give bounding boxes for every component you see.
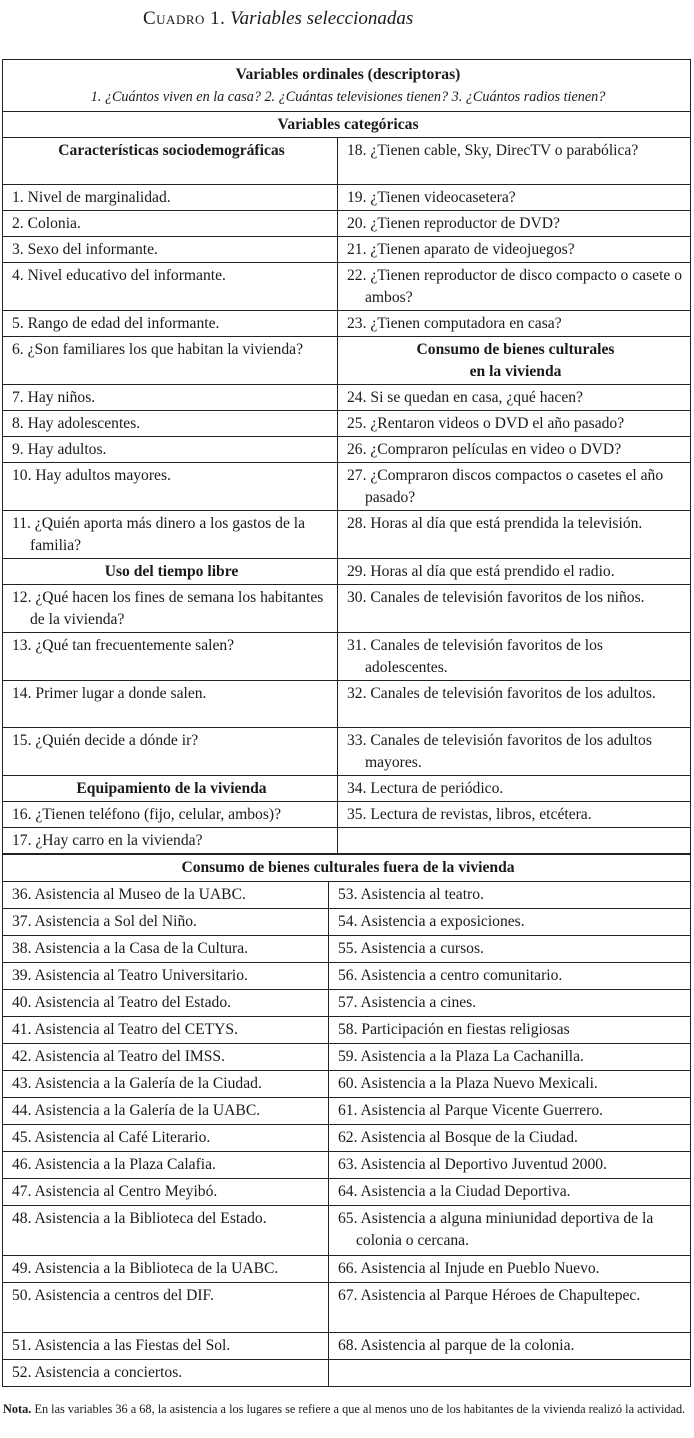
outside-variable-left: 48. Asistencia a la Biblioteca del Estado. bbox=[3, 1206, 329, 1256]
variable-20: 20. ¿Tienen reproductor de DVD? bbox=[338, 211, 691, 237]
variable-28: 28. Horas al día que está prendida la televisión. bbox=[338, 511, 691, 559]
outside-variable-left: 45. Asistencia al Café Literario. bbox=[3, 1125, 329, 1152]
ordinal-section bbox=[3, 60, 691, 112]
variable-7: 7. Hay niños. bbox=[3, 385, 338, 411]
variable-1: 1. Nivel de marginalidad. bbox=[3, 185, 338, 211]
variable-15: 15. ¿Quién decide a dónde ir? bbox=[3, 728, 338, 776]
outside-variable-right: 58. Participación en fiestas religiosas bbox=[329, 1017, 691, 1044]
variable-29: 29. Horas al día que está prendido el radio. bbox=[338, 559, 691, 585]
variable-8: 8. Hay adolescentes. bbox=[3, 411, 338, 437]
outside-variable-left: 39. Asistencia al Teatro Universitario. bbox=[3, 963, 329, 990]
caption-label: Cuadro 1. bbox=[143, 8, 226, 29]
outside-variable-left: 47. Asistencia al Centro Meyibó. bbox=[3, 1179, 329, 1206]
outside-variable-left: 42. Asistencia al Teatro del IMSS. bbox=[3, 1044, 329, 1071]
table-row bbox=[3, 1283, 691, 1333]
variable-13: 13. ¿Qué tan frecuentemente salen? bbox=[3, 633, 338, 681]
free-time-header: Uso del tiempo libre bbox=[3, 559, 338, 585]
variable-18: 18. ¿Tienen cable, Sky, DirecTV o parabólica? bbox=[338, 138, 691, 185]
outside-variable-left: 43. Asistencia a la Galería de la Ciudad. bbox=[3, 1071, 329, 1098]
table-caption bbox=[143, 8, 413, 30]
variables-table bbox=[2, 59, 690, 1387]
variable-11: 11. ¿Quién aporta más dinero a los gastos de la familia? bbox=[3, 511, 338, 559]
table-row bbox=[3, 936, 691, 963]
variable-25: 25. ¿Rentaron videos o DVD el año pasado? bbox=[338, 411, 691, 437]
variable-22: 22. ¿Tienen reproductor de disco compacto o casete o ambos? bbox=[338, 263, 691, 311]
outside-variable-right: 66. Asistencia al Injude en Pueblo Nuevo. bbox=[329, 1256, 691, 1283]
categorical-header: Variables categóricas bbox=[3, 112, 691, 138]
table-row bbox=[3, 1017, 691, 1044]
variable-24: 24. Si se quedan en casa, ¿qué hacen? bbox=[338, 385, 691, 411]
outside-variable-left: 46. Asistencia a la Plaza Calafia. bbox=[3, 1152, 329, 1179]
outside-variable-left: 37. Asistencia a Sol del Niño. bbox=[3, 909, 329, 936]
outside-variable-right: 64. Asistencia a la Ciudad Deportiva. bbox=[329, 1179, 691, 1206]
table-row bbox=[3, 1152, 691, 1179]
outside-variable-left: 49. Asistencia a la Biblioteca de la UABC. bbox=[3, 1256, 329, 1283]
table-note bbox=[3, 1402, 689, 1417]
variable-26: 26. ¿Compraron películas en video o DVD? bbox=[338, 437, 691, 463]
outside-variable-right: 54. Asistencia a exposiciones. bbox=[329, 909, 691, 936]
variable-10: 10. Hay adultos mayores. bbox=[3, 463, 338, 511]
outside-variable-left: 44. Asistencia a la Galería de la UABC. bbox=[3, 1098, 329, 1125]
outside-variable-right: 63. Asistencia al Deportivo Juventud 2000. bbox=[329, 1152, 691, 1179]
table-row bbox=[3, 1360, 691, 1387]
variable-31: 31. Canales de televisión favoritos de los adolescentes. bbox=[338, 633, 691, 681]
variable-21: 21. ¿Tienen aparato de videojuegos? bbox=[338, 237, 691, 263]
variable-23: 23. ¿Tienen computadora en casa? bbox=[338, 311, 691, 337]
outside-variable-left: 38. Asistencia a la Casa de la Cultura. bbox=[3, 936, 329, 963]
outside-variable-right: 60. Asistencia a la Plaza Nuevo Mexicali. bbox=[329, 1071, 691, 1098]
variable-5: 5. Rango de edad del informante. bbox=[3, 311, 338, 337]
consumption-home-header bbox=[338, 337, 691, 385]
variable-6: 6. ¿Son familiares los que habitan la vivienda? bbox=[3, 337, 338, 385]
table-row bbox=[3, 963, 691, 990]
outside-variable-left: 36. Asistencia al Museo de la UABC. bbox=[3, 882, 329, 909]
caption-title: Variables seleccionadas bbox=[230, 8, 414, 29]
outside-variable-right: 67. Asistencia al Parque Héroes de Chapultepec. bbox=[329, 1283, 691, 1333]
variable-14: 14. Primer lugar a donde salen. bbox=[3, 681, 338, 728]
variable-3: 3. Sexo del informante. bbox=[3, 237, 338, 263]
outside-variable-right: 59. Asistencia a la Plaza La Cachanilla. bbox=[329, 1044, 691, 1071]
table-row bbox=[3, 1206, 691, 1256]
variable-34: 34. Lectura de periódico. bbox=[338, 776, 691, 802]
outside-consumption-table bbox=[2, 854, 691, 1387]
outside-variable-right: 65. Asistencia a alguna miniunidad deportiva de la colonia o cercana. bbox=[329, 1206, 691, 1256]
empty-cell bbox=[338, 828, 691, 854]
variable-4: 4. Nivel educativo del informante. bbox=[3, 263, 338, 311]
table-row bbox=[3, 990, 691, 1017]
variable-33: 33. Canales de televisión favoritos de los adultos mayores. bbox=[338, 728, 691, 776]
variable-2: 2. Colonia. bbox=[3, 211, 338, 237]
table-row bbox=[3, 1256, 691, 1283]
outside-variable-right: 53. Asistencia al teatro. bbox=[329, 882, 691, 909]
table-row bbox=[3, 1125, 691, 1152]
consumption-home-header-line1: Consumo de bienes culturales bbox=[416, 341, 615, 358]
outside-consumption-rows bbox=[3, 882, 691, 1387]
outside-consumption-header: Consumo de bienes culturales fuera de la vivienda bbox=[3, 855, 691, 882]
variable-16: 16. ¿Tienen teléfono (fijo, celular, ambos)? bbox=[3, 802, 338, 828]
outside-variable-left: 41. Asistencia al Teatro del CETYS. bbox=[3, 1017, 329, 1044]
outside-variable-right bbox=[329, 1360, 691, 1387]
outside-variable-right: 57. Asistencia a cines. bbox=[329, 990, 691, 1017]
table-row bbox=[3, 1071, 691, 1098]
sociodemographic-header: Características sociodemográficas bbox=[3, 138, 338, 185]
table-row bbox=[3, 909, 691, 936]
outside-variable-right: 62. Asistencia al Bosque de la Ciudad. bbox=[329, 1125, 691, 1152]
table-row bbox=[3, 1044, 691, 1071]
equipment-header: Equipamiento de la vivienda bbox=[3, 776, 338, 802]
outside-variable-right: 68. Asistencia al parque de la colonia. bbox=[329, 1333, 691, 1360]
consumption-home-header-line2: en la vivienda bbox=[469, 363, 562, 380]
table-row bbox=[3, 1333, 691, 1360]
variable-9: 9. Hay adultos. bbox=[3, 437, 338, 463]
ordinal-questions: 1. ¿Cuántos viven en la casa? 2. ¿Cuántas televisiones tienen? 3. ¿Cuántos radios tienen? bbox=[90, 89, 606, 105]
variable-32: 32. Canales de televisión favoritos de los adultos. bbox=[338, 681, 691, 728]
outside-variable-left: 40. Asistencia al Teatro del Estado. bbox=[3, 990, 329, 1017]
variable-19: 19. ¿Tienen videocasetera? bbox=[338, 185, 691, 211]
note-text: En las variables 36 a 68, la asistencia a los lugares se refiere a que al menos uno de los habitantes de la vivienda realizó la actividad. bbox=[34, 1402, 686, 1416]
outside-variable-right: 61. Asistencia al Parque Vicente Guerrero. bbox=[329, 1098, 691, 1125]
categorical-table bbox=[2, 59, 691, 854]
outside-variable-left: 51. Asistencia a las Fiestas del Sol. bbox=[3, 1333, 329, 1360]
ordinal-header: Variables ordinales (descriptoras) bbox=[235, 66, 461, 83]
variable-35: 35. Lectura de revistas, libros, etcétera. bbox=[338, 802, 691, 828]
variable-27: 27. ¿Compraron discos compactos o casetes el año pasado? bbox=[338, 463, 691, 511]
table-row bbox=[3, 1179, 691, 1206]
table-row bbox=[3, 882, 691, 909]
outside-variable-right: 55. Asistencia a cursos. bbox=[329, 936, 691, 963]
outside-variable-left: 52. Asistencia a conciertos. bbox=[3, 1360, 329, 1387]
outside-variable-left: 50. Asistencia a centros del DIF. bbox=[3, 1283, 329, 1333]
variable-30: 30. Canales de televisión favoritos de los niños. bbox=[338, 585, 691, 633]
note-label: Nota. bbox=[3, 1402, 32, 1416]
variable-12: 12. ¿Qué hacen los fines de semana los habitantes de la vivienda? bbox=[3, 585, 338, 633]
variable-17: 17. ¿Hay carro en la vivienda? bbox=[3, 828, 338, 854]
table-row bbox=[3, 1098, 691, 1125]
outside-variable-right: 56. Asistencia a centro comunitario. bbox=[329, 963, 691, 990]
